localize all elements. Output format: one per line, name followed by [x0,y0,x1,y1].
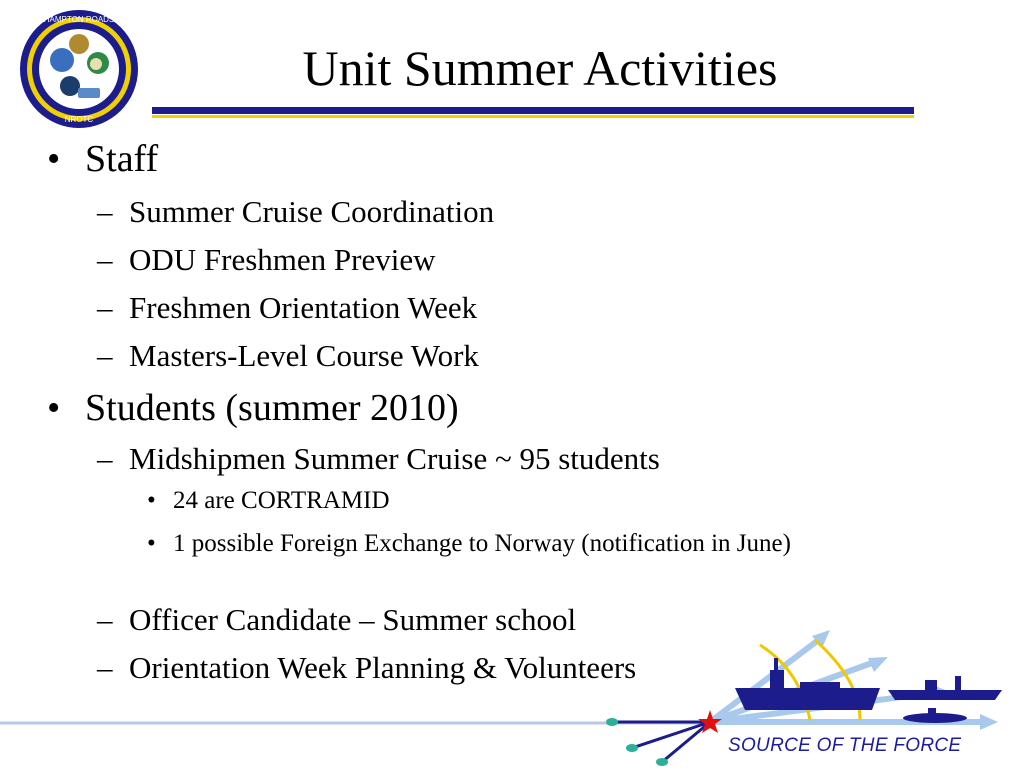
sub-item: – Summer Cruise Coordination [97,194,495,229]
sub-item: – Officer Candidate – Summer school [97,602,577,637]
sub-item: – Orientation Week Planning & Volunteers [97,650,637,685]
slide-title: Unit Summer Activities [302,40,778,96]
sub-sub-item: • 1 possible Foreign Exchange to Norway (notification in June) [147,530,791,557]
bullet-students: • Students (summer 2010) [47,387,459,429]
sub-item: – Masters-Level Course Work [97,338,479,373]
sub-item: – ODU Freshmen Preview [97,242,436,277]
bullet-staff: • Staff [47,138,159,180]
seal-top-text: HAMPTON ROADS [43,15,115,24]
sub-item: – Freshmen Orientation Week [97,290,478,325]
submarine-icon [903,708,967,723]
warship-icon [888,676,1002,700]
footer-tagline: SOURCE OF THE FORCE [728,735,962,756]
seal-bottom-text: NROTC [64,115,94,124]
sub-sub-item: • 24 are CORTRAMID [147,487,390,514]
sub-item: – Midshipmen Summer Cruise ~ 95 students [97,441,660,476]
